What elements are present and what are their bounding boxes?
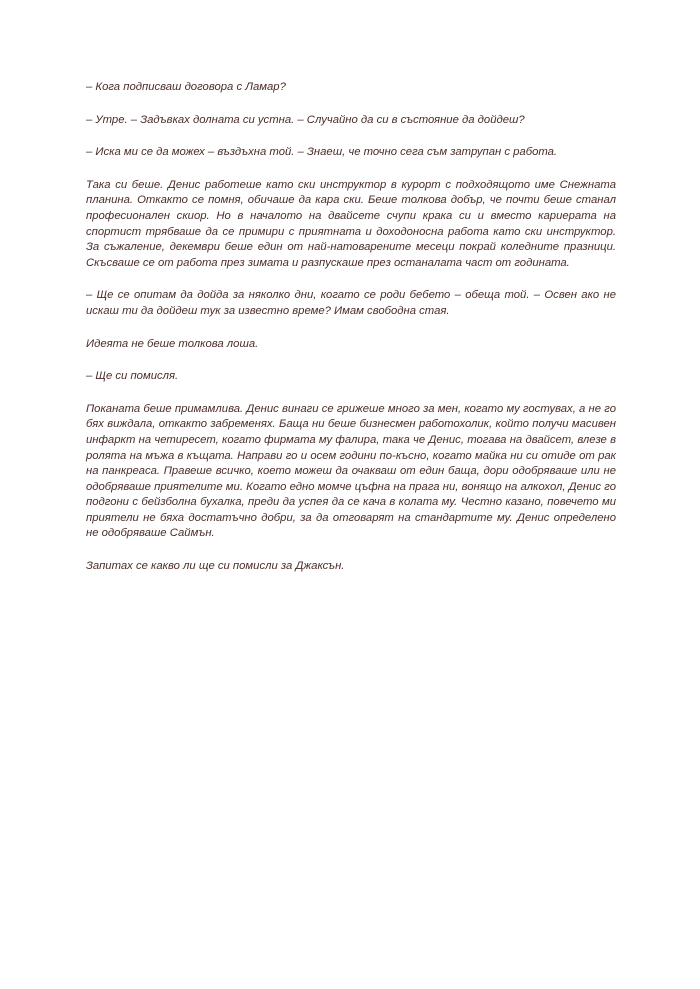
narrative-paragraph: Идеята не беше толкова лоша. — [86, 337, 259, 350]
dialogue-line: – Ще си помисля. — [86, 370, 179, 383]
narrative-paragraph: Поканата беше примамлива. Денис винаги се грижеше много за мен, когато му гостувах, а не го бях виждала, откакто забременях. Баща ни беше бизнесмен работохолик, който получи масивен инфаркт на четиресет, когато фирмата му фалира, така че Денис, тогава на двайсет, влезе в ролята на мъжа в къщата. Направи го и осем години по-късно, когато майка ни си отиде от рак на панкреаса. Правеше всичко, което можеш да очакваш от един баща, дори одобряваше или не одобряваше приятелите ми. Когато едно момче цъфна на прага ни, вонящо на алкохол, Денис го подгони с бейзболна бухалка, преди да успея да се кача в колата му. Честно казано, повечето ми приятели не бяха достатъчно добри, за да отговарят на стандартите му. Денис определено не одобряваше Саймън. — [86, 402, 616, 540]
dialogue-line: – Кога подписваш договора с Ламар? — [86, 81, 286, 93]
dialogue-line: – Утре. – Задъвках долната си устна. – Случайно да си в състояние да дойдеш? — [86, 113, 525, 126]
dialogue-line: – Ще се опитам да дойда за няколко дни, когато се роди бебето – обеща той. – Освен ако не искаш ти да дойдеш тук за известно време? Имам свободна стая. — [86, 289, 616, 317]
dialogue-line: – Иска ми се да можех – въздъхна той. – Знаеш, че точно сега съм затрупан с работа. — [86, 146, 558, 159]
narrative-paragraph: Запитах се какво ли ще си помисли за Джаксън. — [86, 560, 345, 573]
document-body — [86, 80, 616, 592]
narrative-paragraph: Така си беше. Денис работеше като ски инструктор в курорт с подходящото име Снежната планина. Откакто се помня, обичаше да кара ски. Беше толкова добър, че почти беше станал професионален скиор. Но в началото на двайсете счупи крака си и вместо кариерата на спортист трябваше да се примири с приятната и доходоносна работа като ски инструктор. За съжаление, декември беше един от най-натоварените месеци покрай коледните празници. Скъсваше се от работа през зимата и разпускаше през останалата част от годината. — [86, 178, 616, 269]
